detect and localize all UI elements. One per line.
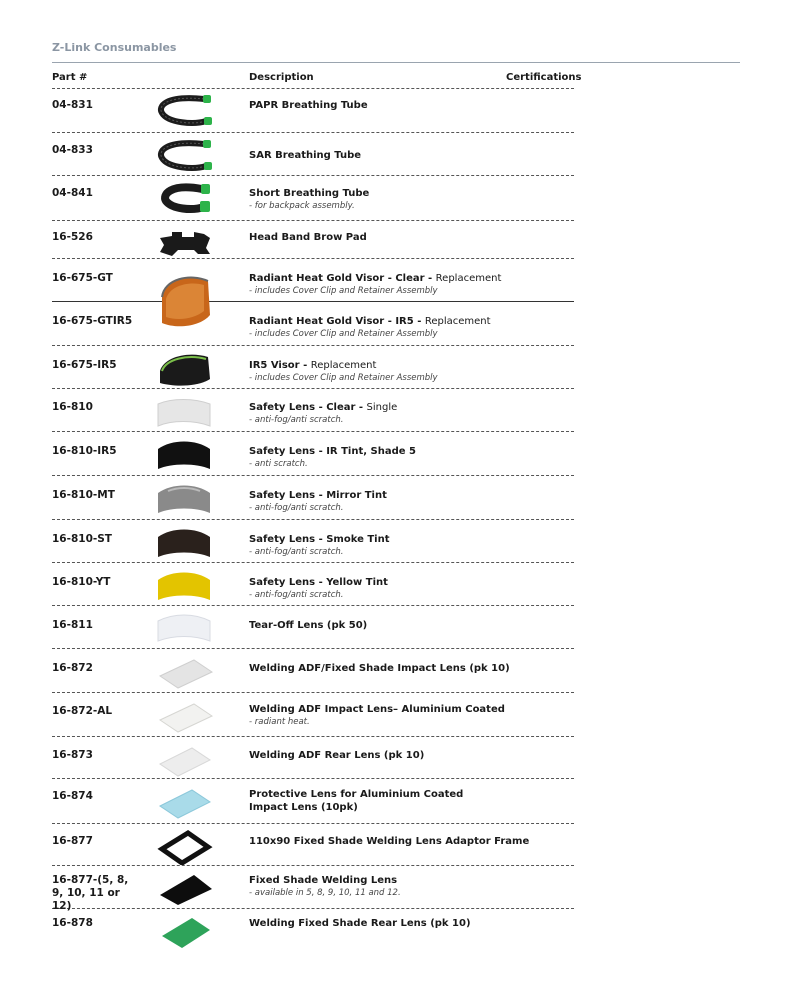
- description-note: - includes Cover Clip and Retainer Assembly: [249, 286, 438, 296]
- part-number: 16-810-IR5: [52, 445, 117, 457]
- table-row: [52, 909, 574, 939]
- description-title: Safety Lens - Smoke Tint: [249, 534, 390, 545]
- description-title: Safety Lens - Clear -: [249, 402, 367, 413]
- breathing-tube-icon: [154, 136, 216, 174]
- rear-lens-icon: [154, 740, 216, 778]
- table-row: [52, 649, 574, 693]
- column-header-certifications: Certifications: [506, 72, 582, 83]
- breathing-tube-icon: [154, 91, 216, 129]
- dark-visor-icon: [154, 349, 216, 387]
- smoke-tint-lens-icon: [154, 523, 216, 561]
- description-title: Welding ADF/Fixed Shade Impact Lens (pk 10): [249, 663, 510, 674]
- description-title: Short Breathing Tube: [249, 188, 370, 199]
- table-row: [52, 563, 574, 606]
- column-header-description: Description: [249, 72, 314, 83]
- table-row: [52, 346, 574, 389]
- description-title: Welding Fixed Shade Rear Lens (pk 10): [249, 918, 471, 929]
- clear-lens-icon: [154, 392, 216, 430]
- description-note: - anti-fog/anti scratch.: [249, 547, 344, 557]
- part-number: 16-810-ST: [52, 533, 112, 545]
- description-title: Safety Lens - IR Tint, Shade 5: [249, 446, 416, 457]
- description-note: - anti-fog/anti scratch.: [249, 503, 344, 513]
- item-description: [249, 533, 549, 558]
- description-tail: Single: [366, 402, 398, 413]
- part-number: 16-874: [52, 790, 93, 802]
- description-title: Tear-Off Lens (pk 50): [249, 620, 368, 631]
- item-description: [249, 619, 549, 632]
- description-note: - anti-fog/anti scratch.: [249, 590, 344, 600]
- description-title: SAR Breathing Tube: [249, 150, 362, 161]
- item-description: [249, 788, 549, 814]
- part-number: 16-810-YT: [52, 576, 111, 588]
- table-row: [52, 737, 574, 779]
- description-title: Fixed Shade Welding Lens: [249, 875, 398, 886]
- item-description: [249, 272, 549, 297]
- table-row: [52, 824, 574, 866]
- title-divider: [52, 62, 740, 63]
- description-note: - includes Cover Clip and Retainer Assembly: [249, 329, 438, 339]
- item-description: [249, 187, 549, 212]
- item-description: [249, 662, 549, 675]
- description-title: IR5 Visor -: [249, 360, 311, 371]
- adaptor-frame-icon: [154, 827, 216, 865]
- table-row: [52, 606, 574, 649]
- mirror-tint-lens-icon: [154, 479, 216, 517]
- description-title: PAPR Breathing Tube: [249, 100, 368, 111]
- table-row: [52, 389, 574, 432]
- item-description: [249, 359, 549, 384]
- description-note: - available in 5, 8, 9, 10, 11 and 12.: [249, 888, 401, 898]
- table-row: [52, 779, 574, 824]
- fixed-shade-lens-icon: [154, 869, 216, 907]
- item-description: [249, 401, 549, 426]
- table-row: [52, 221, 574, 259]
- description-note: - includes Cover Clip and Retainer Assembly: [249, 373, 438, 383]
- table-row: [52, 476, 574, 520]
- part-number: 16-810-MT: [52, 489, 115, 501]
- description-title: Welding ADF Impact Lens– Aluminium Coated: [249, 704, 505, 715]
- description-title: Safety Lens - Yellow Tint: [249, 577, 388, 588]
- part-number: 16-877-(5, 8, 9, 10, 11 or 12): [52, 874, 129, 912]
- description-tail: Replacement: [310, 360, 377, 371]
- part-number: 04-833: [52, 144, 93, 156]
- description-title: Welding ADF Rear Lens (pk 10): [249, 750, 425, 761]
- page-title: Z-Link Consumables: [52, 41, 177, 54]
- description-tail: Replacement: [424, 316, 491, 327]
- item-description: [249, 489, 549, 514]
- item-description: [249, 149, 549, 162]
- item-description: [249, 703, 549, 728]
- table-row: [52, 88, 574, 133]
- part-number: 16-872-AL: [52, 705, 113, 717]
- description-note: - anti scratch.: [249, 459, 308, 469]
- brow-pad-icon: [154, 224, 216, 262]
- table-row: [52, 259, 574, 302]
- part-number: 16-526: [52, 231, 93, 243]
- part-number: 16-675-GT: [52, 272, 113, 284]
- description-title: Protective Lens for Aluminium Coated Impact Lens (10pk): [249, 789, 464, 813]
- description-tail: Replacement: [435, 273, 502, 284]
- table-row: [52, 520, 574, 563]
- part-number: 16-675-GTIR5: [52, 315, 133, 327]
- item-description: [249, 315, 549, 340]
- part-number: 04-831: [52, 99, 93, 111]
- impact-lens-icon: [154, 652, 216, 690]
- table-row: [52, 432, 574, 476]
- tear-off-lens-icon: [154, 609, 216, 647]
- item-description: [249, 576, 549, 601]
- item-description: [249, 874, 549, 899]
- table-row: [52, 693, 574, 737]
- table-row: [52, 302, 574, 346]
- part-number: 16-811: [52, 619, 93, 631]
- item-description: [249, 917, 549, 930]
- description-title: 110x90 Fixed Shade Welding Lens Adaptor Frame: [249, 836, 530, 847]
- description-title: Radiant Heat Gold Visor - Clear -: [249, 273, 436, 284]
- item-description: [249, 445, 549, 470]
- part-number: 16-675-IR5: [52, 359, 117, 371]
- column-header-part: Part #: [52, 72, 88, 83]
- item-description: [249, 231, 549, 244]
- part-number: 16-878: [52, 917, 93, 929]
- part-number: 16-872: [52, 662, 93, 674]
- item-description: [249, 749, 549, 762]
- short-breathing-tube-icon: [154, 179, 216, 217]
- table-row: [52, 866, 574, 912]
- description-note: - anti-fog/anti scratch.: [249, 415, 344, 425]
- part-number: 16-810: [52, 401, 93, 413]
- part-number: 04-841: [52, 187, 93, 199]
- aluminium-impact-lens-icon: [154, 696, 216, 734]
- description-title: Head Band Brow Pad: [249, 232, 367, 243]
- description-note: - radiant heat.: [249, 717, 310, 727]
- item-description: [249, 99, 549, 112]
- description-note: - for backpack assembly.: [249, 201, 355, 211]
- yellow-tint-lens-icon: [154, 566, 216, 604]
- part-number: 16-877: [52, 835, 93, 847]
- part-number: 16-873: [52, 749, 93, 761]
- table-row: [52, 176, 574, 221]
- ir-tint-lens-icon: [154, 435, 216, 473]
- description-title: Radiant Heat Gold Visor - IR5 -: [249, 316, 425, 327]
- protective-lens-icon: [154, 782, 216, 820]
- description-title: Safety Lens - Mirror Tint: [249, 490, 387, 501]
- green-rear-lens-icon: [154, 912, 216, 950]
- table-row: [52, 133, 574, 176]
- item-description: [249, 835, 549, 848]
